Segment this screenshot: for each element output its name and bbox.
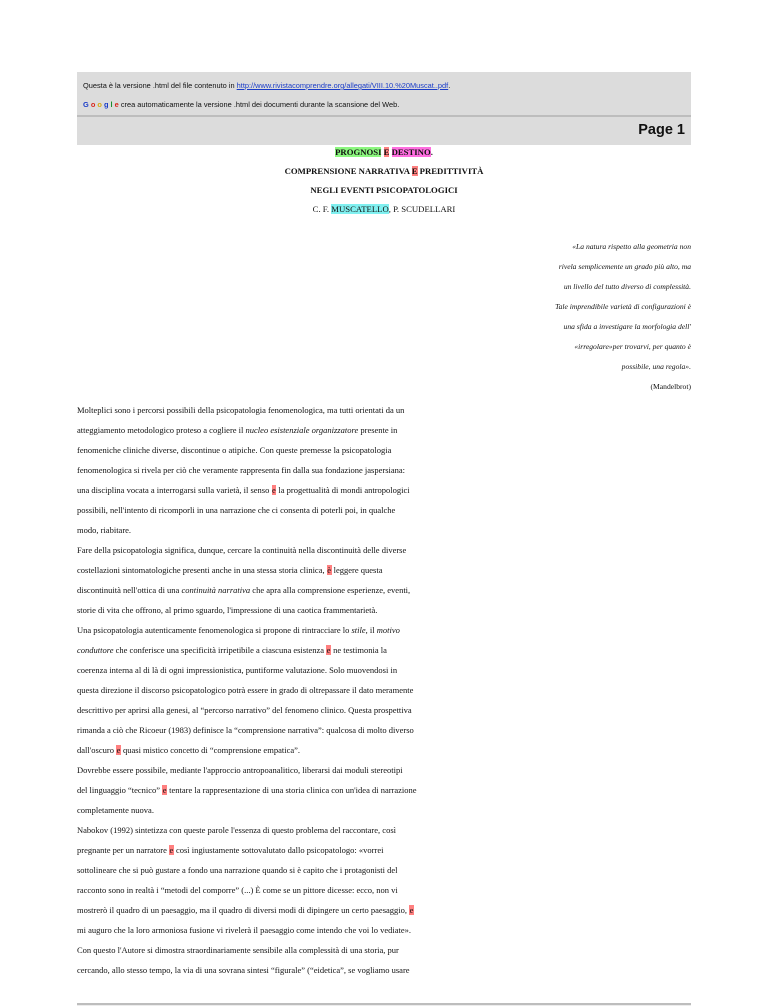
body-line: pregnante per un narratore e così ingiustamente sottovalutato dallo psicopatologo: «vorrei (77, 845, 384, 855)
body-line: fenomenologica si rivela per ciò che veramente rappresenta fin dalla sua fondazione jaspersiana: (77, 465, 406, 475)
body-line: Molteplici sono i percorsi possibili della psicopatologia fenomenologica, ma tutti orientati da un (77, 405, 405, 415)
body-line: completamente nuova. (77, 805, 154, 815)
body-line: mi auguro che la loro armoniosa fusione vi rivelerà il paesaggio come intendo che voi lo vediate». (77, 925, 411, 935)
body-line: costellazioni sintomatologiche presenti anche in una stessa storia clinica, è leggere questa (77, 565, 383, 575)
body-line: mostrerò il quadro di un paesaggio, ma il quadro di diversi modi di dipingere un certo paesaggio, e (77, 905, 414, 915)
body-line: rimanda a ciò che Ricoeur (1983) definisce la “comprensione narrativa”: qualcosa di molto diverso (77, 725, 414, 735)
body-line: racconto sono in realtà i “metodi del comporre” (...) È come se un pittore dicesse: ecco, non vi (77, 885, 398, 895)
body-line: discontinuità nell'ottica di una continuità narrativa che apra alla comprensione esperienze, eventi, (77, 585, 411, 595)
body-line: questa direzione il discorso psicopatologico potrà essere in grado di oltrepassare il dato meramente (77, 685, 414, 695)
body-line: fenomeniche cliniche diverse, discontinue o atipiche. Con queste premesse la psicopatologia (77, 445, 392, 455)
body-line: modo, riabitare. (77, 525, 132, 535)
title-line-2: COMPRENSIONE NARRATIVA E PREDITTIVITÀ (284, 166, 484, 176)
body-line: Una psicopatologia autenticamente fenomenologica si propone di rintracciare lo stile, il motivo (77, 625, 400, 635)
body-line: conduttore che conferisce una specificità irripetibile a ciascuna esistenza e ne testimonia la (77, 645, 387, 655)
title-line-3: NEGLI EVENTI PSICOPATOLOGICI (310, 185, 458, 195)
page-1-bar (77, 117, 691, 145)
body-line: Fare della psicopatologia significa, dunque, cercare la continuità nella discontinuità delle diverse (77, 545, 407, 555)
body-line: dall'oscuro e quasi mistico concetto di “comprensione empatica”. (77, 745, 301, 755)
body-line: descrittivo per aprirsi alla genesi, al “percorso narrativo” del fenomeno clinico. Questa prospettiva (77, 705, 412, 715)
body-line: Nabokov (1992) sintetizza con queste parole l'essenza di questo problema del raccontare, così (77, 825, 396, 835)
epigraph-line: «La natura rispetto alla geometria non (572, 242, 691, 251)
google-logo: G o o g l e (83, 100, 119, 109)
body-line: atteggiamento metodologico proteso a cogliere il nucleo esistenziale organizzatore presente in (77, 425, 398, 435)
body-line: Dovrebbe essere possibile, mediante l'approccio antropoanalitico, liberarsi dai moduli stereotipi (77, 765, 403, 775)
title-line-1: PROGNOSI E DESTINO. (335, 147, 433, 157)
authors: C. F. MUSCATELLO, P. SCUDELLARI (312, 204, 456, 214)
body-line: storie di vita che offrono, al primo sguardo, l'impressione di una caotica frammentarietà. (77, 605, 378, 615)
body-line: possibili, nell'intento di ricomporli in una narrazione che ci consenta di poterli poi, in qualche (77, 505, 396, 515)
cache-header-line2: G o o g l e crea automaticamente la versione .html dei documenti durante la scansione del Web. (83, 100, 400, 109)
body-line: sottolineare che si può gustare a fondo una narrazione quando si è capito che i protagonisti del (77, 865, 398, 875)
body-line: cercando, allo stesso tempo, la via di una sovrana sintesi “figurale” (“eidetica”, se vogliamo usare (77, 965, 410, 975)
epigraph-line: possibile, una regola». (621, 362, 691, 371)
body-line: coerenza interna al di là di ogni impressionistica, puntiforme valutazione. Solo muovendosi in (77, 665, 398, 675)
epigraph-line: rivela semplicemente un grado più alto, ma (558, 262, 691, 271)
epigraph-line: Tale imprendibile varietà di configurazioni è (555, 302, 691, 311)
source-pdf-link[interactable]: http://www.rivistacomprendre.org/allegati/VIII.10.%20Muscat..pdf (236, 81, 449, 90)
epigraph-author: (Mandelbrot) (650, 382, 691, 391)
cache-header (77, 72, 691, 118)
epigraph-line: una sfida a investigare la morfologia dell' (563, 322, 691, 331)
body-line: una disciplina vocata a interrogarsi sulla varietà, il senso e la progettualità di mondi antropologici (77, 485, 410, 495)
epigraph-line: un livello del tutto diverso di complessità. (563, 282, 691, 291)
page-1-label: Page 1 (638, 122, 685, 138)
cache-header-line1: Questa è la versione .html del file contenuto in http://www.rivistacomprendre.org/allegati/VIII.10.%20Muscat..pdf. (83, 81, 451, 90)
body-line: Con questo l'Autore si dimostra straordinariamente sensibile alla complessità di una storia, pur (77, 945, 399, 955)
epigraph-line: «irregolare»per trovarvi, per quanto è (574, 342, 691, 351)
body-line: del linguaggio “tecnico” e tentare la rappresentazione di una storia clinica con un'idea di narrazione (77, 785, 417, 795)
